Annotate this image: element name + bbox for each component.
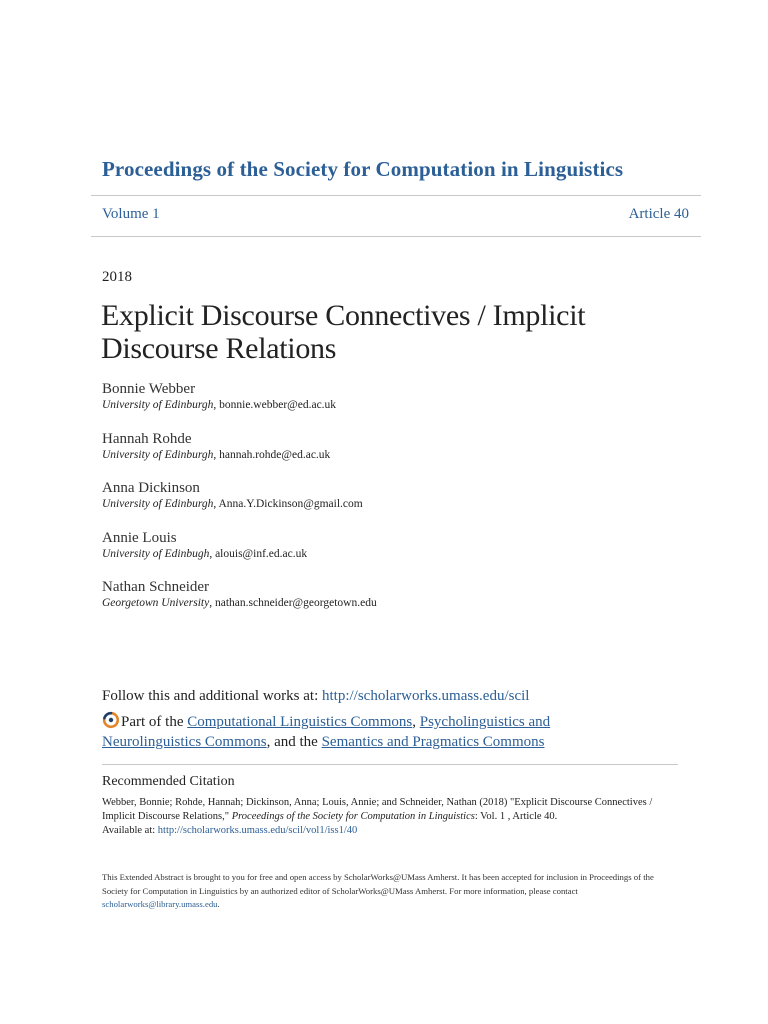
affiliation-name: University of Edinburgh (102, 448, 214, 461)
author-email: , hannah.rohde@ed.ac.uk (213, 448, 331, 461)
author-entry (102, 430, 662, 480)
article-link[interactable]: Article 40 (628, 206, 689, 222)
part-of-prefix: Part of the (121, 714, 188, 730)
author-entry (102, 380, 662, 430)
citation-text-part: : Vol. 1 , Article 40. (474, 811, 558, 822)
author-name: Annie Louis (102, 529, 177, 546)
author-affiliation (102, 596, 662, 611)
separator: , and the (266, 734, 322, 750)
citation-url-link[interactable]: http://scholarworks.umass.edu/scil/vol1/iss1/40 (157, 825, 358, 836)
recommended-citation-heading: Recommended Citation (102, 774, 235, 789)
author-email: , bonnie.webber@ed.ac.uk (213, 399, 337, 411)
author-email: , nathan.schneider@georgetown.edu (209, 597, 377, 609)
semantics-pragmatics-commons-link[interactable]: Semantics and Pragmatics Commons (321, 734, 545, 750)
divider-bottom (91, 236, 701, 237)
affiliation-name: University of Edinburgh (102, 399, 214, 411)
footer-notice (102, 871, 677, 912)
open-access-icon (102, 711, 120, 729)
author-affiliation (102, 398, 662, 413)
author-affiliation (102, 448, 662, 463)
footer-text: This Extended Abstract is brought to you for free and open access by ScholarWorks@UMass Amherst. It has been accepted for inclusion in Proceedings of the Society for Computation in Linguistics by an authorized editor of ScholarWorks@UMass Amherst. For more information, please contact (102, 872, 654, 896)
volume-link[interactable]: Volume 1 (102, 206, 160, 222)
computational-linguistics-commons-link[interactable]: Computational Linguistics Commons (187, 714, 413, 730)
paper-title: Explicit Discourse Connectives / Implicit Discourse Relations (101, 299, 586, 365)
divider-top (91, 195, 701, 196)
author-list (102, 380, 662, 628)
author-name: Bonnie Webber (102, 381, 196, 397)
citation-text (102, 796, 672, 838)
citation-journal: Proceedings of the Society for Computation in Linguistics (231, 811, 475, 822)
author-entry (102, 529, 662, 579)
follow-line (102, 688, 529, 705)
contact-email-link[interactable]: scholarworks@library.umass.edu (102, 899, 218, 909)
follow-label: Follow this and additional works at: (102, 688, 322, 704)
author-affiliation (102, 497, 662, 512)
follow-url-link[interactable]: http://scholarworks.umass.edu/scil (321, 688, 530, 704)
author-email: , alouis@inf.ed.ac.uk (209, 547, 308, 560)
author-name: Hannah Rohde (102, 430, 192, 447)
footer-end: . (217, 899, 220, 909)
affiliation-name: University of Edinburgh (102, 498, 214, 510)
author-affiliation (102, 547, 662, 562)
author-name: Nathan Schneider (102, 579, 210, 595)
affiliation-name: University of Edinbugh (102, 547, 210, 560)
psycholinguistics-commons-link[interactable]: Psycholinguistics and Neurolinguistics Commons (102, 714, 551, 750)
author-email: , Anna.Y.Dickinson@gmail.com (213, 498, 363, 510)
author-name: Anna Dickinson (102, 480, 200, 496)
separator: , (412, 714, 420, 730)
affiliation-name: Georgetown University (102, 597, 210, 609)
citation-text-part: Webber, Bonnie; Rohde, Hannah; Dickinson, Anna; Louis, Annie; and Schneider, Nathan (2018) "Explicit Discourse Connectives / Implicit Discourse Relations," (102, 797, 653, 822)
journal-title[interactable]: Proceedings of the Society for Computation in Linguistics (102, 157, 624, 181)
author-entry (102, 578, 662, 628)
citation-divider (102, 764, 678, 765)
author-entry (102, 479, 662, 529)
part-of-commons (102, 711, 642, 752)
available-at-label: Available at: (102, 825, 158, 836)
publication-year: 2018 (102, 269, 132, 285)
